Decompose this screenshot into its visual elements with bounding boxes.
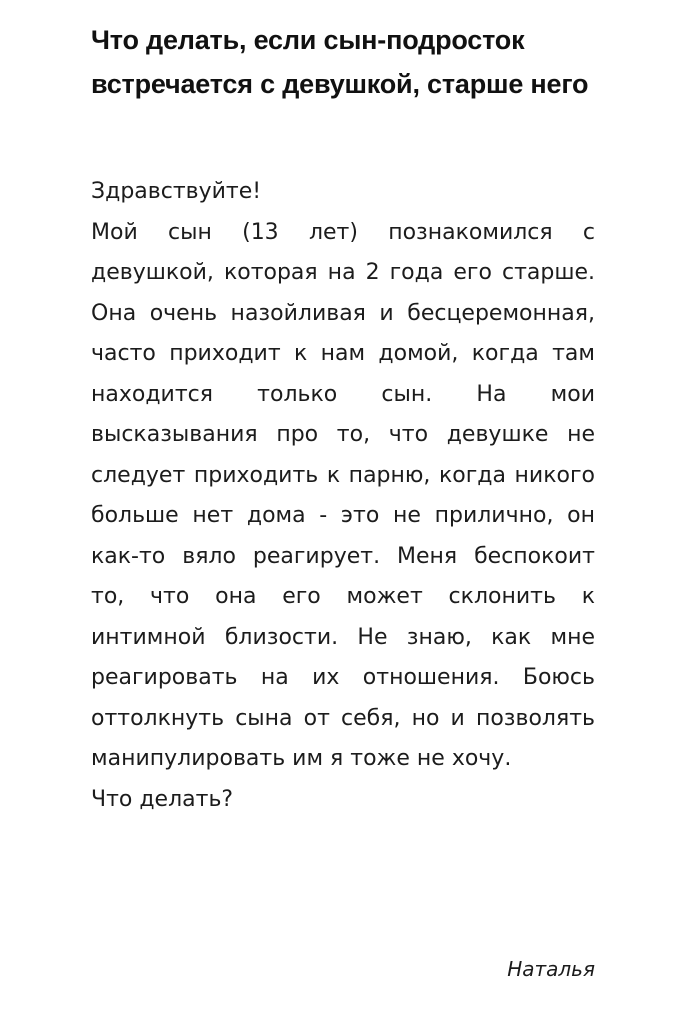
article-body	[91, 172, 595, 820]
article-title: Что делать, если сын-подросток встречается с девушкой, старше него	[91, 25, 589, 99]
question-text: Что делать?	[91, 786, 234, 812]
article	[91, 18, 595, 820]
letter-text: Мой сын (13 лет) познакомился с девушкой, которая на 2 года его старше. Она очень назойливая и бесцеремонная, часто приходит к нам домой, когда там находится только сын. На мои высказывания про то, что девушке не следует приходить к парню, когда никого больше нет дома - это не прилично, он как-то вяло реагирует. Меня беспокоит то, что она его может склонить к интимной близости. Не знаю, как мне реагировать на их отношения. Боюсь оттолкнуть сына от себя, но и позволять манипулировать им я тоже не хочу.	[91, 219, 595, 771]
greeting-text: Здравствуйте!	[91, 179, 262, 204]
author-signature: Наталья	[507, 957, 595, 981]
